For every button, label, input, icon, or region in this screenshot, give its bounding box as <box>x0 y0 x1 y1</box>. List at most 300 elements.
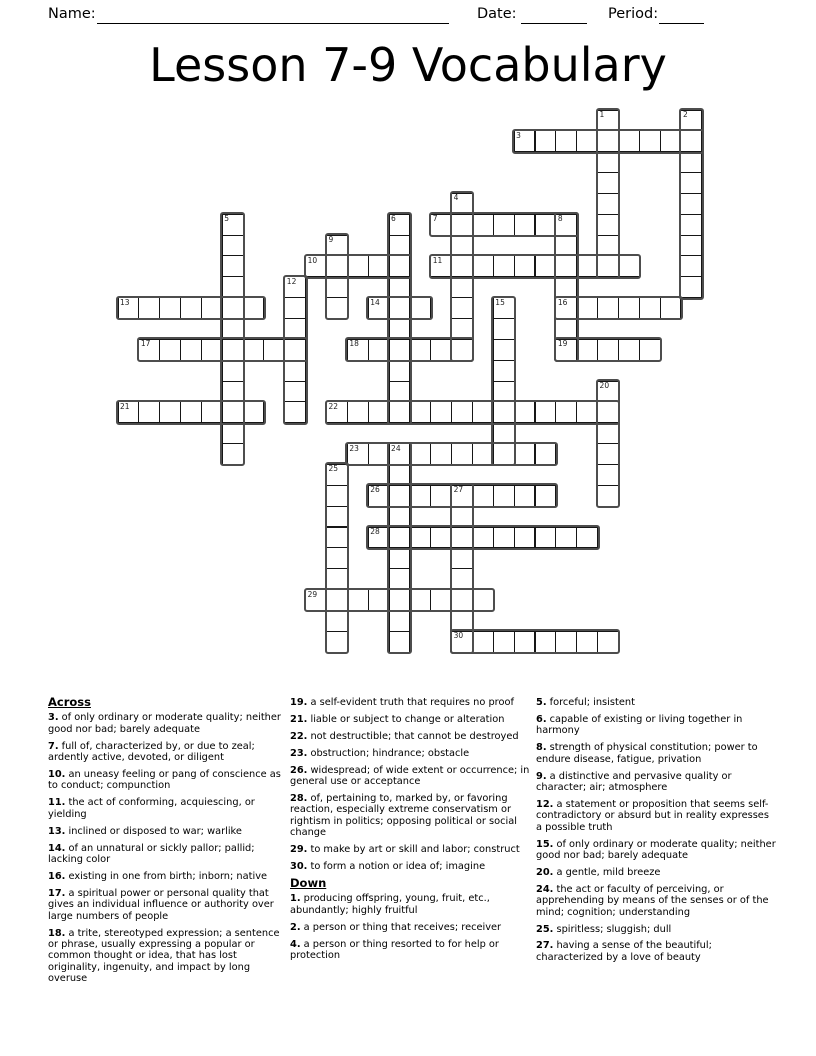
grid-cell <box>389 214 411 236</box>
clue-number: 29. <box>290 844 308 856</box>
grid-cell <box>222 255 244 277</box>
clue-list-heading: Down <box>290 875 327 890</box>
grid-cell <box>201 297 223 319</box>
grid-cell <box>597 255 619 277</box>
grid-cell <box>389 506 411 528</box>
grid-cell <box>347 339 369 361</box>
grid-cell <box>138 401 160 423</box>
grid-cell <box>660 130 682 152</box>
grid-cell <box>514 401 536 423</box>
grid-cell <box>326 255 348 277</box>
grid-cell <box>680 130 702 152</box>
grid-cell <box>243 297 265 319</box>
cell-number: 2 <box>682 110 688 119</box>
cell-number: 12 <box>286 276 297 286</box>
grid-cell <box>326 631 348 653</box>
grid-cell <box>576 255 598 277</box>
cell-number: 20 <box>599 381 610 391</box>
period-label: Period: <box>608 6 659 22</box>
clue-3: 3. of only ordinary or moderate quality; neither good nor bad; barely adequate <box>48 712 281 735</box>
grid-cell <box>118 401 140 423</box>
grid-cell <box>555 318 577 340</box>
grid-cell <box>535 130 557 152</box>
grid-cell <box>535 255 557 277</box>
grid-cell <box>326 485 348 507</box>
clue-number: 4. <box>290 938 301 950</box>
grid-cell <box>180 297 202 319</box>
grid-cell <box>389 255 411 277</box>
grid-cell <box>618 130 640 152</box>
clue-number: 1. <box>290 893 301 905</box>
grid-cell <box>389 631 411 653</box>
grid-cell <box>472 401 494 423</box>
grid-cell <box>430 255 452 277</box>
cell-number: 25 <box>328 464 339 474</box>
grid-cell <box>284 318 306 340</box>
clue-number: 23. <box>290 747 308 759</box>
clue-27: 27. having a sense of the beautiful; characterized by a love of beauty <box>536 940 712 963</box>
grid-cell <box>493 527 515 549</box>
grid-cell <box>451 631 473 653</box>
clue-2: 2. a person or thing that receives; receiver <box>290 921 502 933</box>
clue-15: 15. of only ordinary or moderate quality; neither good nor bad; barely adequate <box>536 838 776 861</box>
grid-cell <box>493 381 515 403</box>
clue-1: 1. producing offspring, young, fruit, etc., abundantly; highly fruitful <box>290 893 490 916</box>
grid-cell <box>493 485 515 507</box>
clue-number: 17. <box>48 887 66 899</box>
cell-number: 29 <box>307 589 318 599</box>
grid-cell <box>222 443 244 465</box>
grid-cell <box>305 589 327 611</box>
grid-cell <box>409 401 431 423</box>
grid-cell <box>389 547 411 569</box>
clue-number: 15. <box>536 838 554 850</box>
grid-cell <box>451 589 473 611</box>
grid-cell <box>389 527 411 549</box>
grid-cell <box>493 443 515 465</box>
cell-number: 1 <box>599 110 605 119</box>
grid-cell <box>222 339 244 361</box>
date-answer-line <box>521 8 587 24</box>
grid-cell <box>576 339 598 361</box>
grid-cell <box>576 631 598 653</box>
grid-cell <box>639 339 661 361</box>
grid-cell <box>430 485 452 507</box>
grid-cell <box>430 527 452 549</box>
grid-cell <box>222 381 244 403</box>
grid-cell <box>389 276 411 298</box>
grid-cell <box>493 297 515 319</box>
grid-cell <box>430 589 452 611</box>
grid-cell <box>597 214 619 236</box>
grid-cell <box>597 297 619 319</box>
cell-number: 18 <box>349 339 359 349</box>
clue-24: 24. the act or faculty of perceiving, or apprehending by means of the senses or of the mind; cognition; understanding <box>536 883 769 918</box>
cell-number: 3 <box>516 130 521 140</box>
grid-cell <box>326 297 348 319</box>
clue-number: 22. <box>290 730 308 742</box>
grid-cell <box>493 422 515 444</box>
grid-cell <box>535 401 557 423</box>
grid-cell <box>472 631 494 653</box>
cell-number: 22 <box>328 401 339 411</box>
grid-cell <box>576 401 598 423</box>
grid-cell <box>389 318 411 340</box>
grid-cell <box>535 527 557 549</box>
grid-cell <box>389 610 411 632</box>
grid-cell <box>597 110 619 132</box>
name-answer-line <box>97 8 449 24</box>
grid-cell <box>326 401 348 423</box>
grid-cell <box>201 401 223 423</box>
grid-cell <box>618 339 640 361</box>
grid-cell <box>222 401 244 423</box>
grid-cell <box>597 422 619 444</box>
grid-cell <box>535 214 557 236</box>
grid-cell <box>326 235 348 257</box>
cell-number: 15 <box>495 297 505 307</box>
grid-cell <box>639 297 661 319</box>
grid-cell <box>243 401 265 423</box>
cell-number: 26 <box>370 485 380 495</box>
grid-cell <box>680 151 702 173</box>
grid-cell <box>597 381 619 403</box>
grid-cell <box>389 464 411 486</box>
grid-cell <box>555 276 577 298</box>
grid-cell <box>680 276 702 298</box>
grid-cell <box>680 193 702 215</box>
grid-cell <box>263 339 285 361</box>
clue-number: 19. <box>290 697 308 708</box>
grid-cell <box>555 214 577 236</box>
grid-cell <box>451 610 473 632</box>
grid-cell <box>555 235 577 257</box>
clue-column-2 <box>290 697 532 967</box>
grid-cell <box>368 297 390 319</box>
grid-cell <box>680 214 702 236</box>
clue-number: 28. <box>290 792 308 804</box>
grid-cell <box>409 527 431 549</box>
grid-cell <box>430 443 452 465</box>
grid-cell <box>597 193 619 215</box>
grid-cell <box>430 339 452 361</box>
grid-cell <box>409 339 431 361</box>
clue-25: 25. spiritless; sluggish; dull <box>536 923 672 935</box>
grid-cell <box>576 527 598 549</box>
clue-13: 13. inclined or disposed to war; warlike <box>48 825 242 837</box>
cell-number: 7 <box>432 214 438 224</box>
cell-number: 13 <box>120 297 130 307</box>
grid-cell <box>389 360 411 382</box>
clue-column-3 <box>536 697 778 969</box>
crossword-grid <box>118 110 702 653</box>
grid-cell <box>368 339 390 361</box>
grid-cell <box>409 485 431 507</box>
grid-cell <box>472 443 494 465</box>
clue-number: 18. <box>48 927 66 939</box>
grid-cell <box>472 527 494 549</box>
grid-cell <box>284 401 306 423</box>
clue-column-1 <box>48 697 290 990</box>
grid-cell <box>326 276 348 298</box>
grid-cell <box>409 443 431 465</box>
grid-cell <box>347 443 369 465</box>
grid-cell <box>451 318 473 340</box>
grid-cell <box>451 276 473 298</box>
grid-cell <box>555 527 577 549</box>
grid-cell <box>597 151 619 173</box>
clue-4: 4. a person or thing resorted to for help or protection <box>290 938 499 961</box>
grid-cell <box>597 235 619 257</box>
grid-cell <box>451 401 473 423</box>
cell-number: 30 <box>453 631 464 641</box>
clue-18: 18. a trite, stereotyped expression; a sentence or phrase, usually expressing a popular or common thought or idea, that has lost originality, ingenuity, and impact by long overuse <box>48 927 280 985</box>
grid-cell <box>222 297 244 319</box>
period-answer-line <box>659 8 704 24</box>
grid-cell <box>409 589 431 611</box>
grid-cell <box>618 255 640 277</box>
clue-16: 16. existing in one from birth; inborn; native <box>48 870 268 882</box>
grid-cell <box>368 443 390 465</box>
date-label: Date: <box>477 6 517 22</box>
grid-cell <box>535 485 557 507</box>
grid-cell <box>430 401 452 423</box>
grid-cell <box>514 485 536 507</box>
grid-cell <box>222 276 244 298</box>
grid-cell <box>493 214 515 236</box>
grid-cell <box>451 297 473 319</box>
clue-number: 3. <box>48 712 59 724</box>
cell-number: 8 <box>557 214 563 224</box>
grid-cell <box>138 297 160 319</box>
grid-cell <box>597 339 619 361</box>
grid-cell <box>555 631 577 653</box>
clue-number: 2. <box>290 921 301 933</box>
clue-number: 27. <box>536 940 554 952</box>
grid-cell <box>389 381 411 403</box>
grid-cell <box>222 235 244 257</box>
grid-cell <box>493 318 515 340</box>
cell-number: 10 <box>307 255 318 265</box>
grid-cell <box>514 443 536 465</box>
clue-number: 12. <box>536 798 554 810</box>
grid-cell <box>368 589 390 611</box>
grid-cell <box>680 235 702 257</box>
grid-cell <box>597 631 619 653</box>
grid-cell <box>451 214 473 236</box>
grid-cell <box>243 339 265 361</box>
grid-cell <box>451 443 473 465</box>
grid-cell <box>159 401 181 423</box>
grid-cell <box>326 547 348 569</box>
clue-11: 11. the act of conforming, acquiescing, or yielding <box>48 797 255 820</box>
grid-cell <box>430 214 452 236</box>
grid-cell <box>347 255 369 277</box>
grid-cell <box>451 485 473 507</box>
clue-number: 21. <box>290 713 308 725</box>
clue-number: 14. <box>48 842 66 854</box>
clue-9: 9. a distinctive and pervasive quality or character; air; atmosphere <box>536 770 732 793</box>
grid-cell <box>639 130 661 152</box>
grid-cell <box>284 276 306 298</box>
grid-cell <box>389 568 411 590</box>
grid-cell <box>389 443 411 465</box>
cell-number: 9 <box>328 235 334 245</box>
cell-number: 27 <box>453 485 464 495</box>
clue-number: 10. <box>48 769 66 781</box>
cell-number: 19 <box>557 339 568 349</box>
grid-cell <box>284 381 306 403</box>
grid-cell <box>493 631 515 653</box>
grid-cell <box>305 255 327 277</box>
grid-cell <box>159 339 181 361</box>
grid-cell <box>514 527 536 549</box>
grid-cell <box>284 360 306 382</box>
clue-number: 16. <box>48 870 66 882</box>
grid-cell <box>472 589 494 611</box>
grid-cell <box>222 214 244 236</box>
clue-30: 30. to form a notion or idea of; imagine <box>290 860 486 872</box>
clue-22: 22. not destructible; that cannot be destroyed <box>290 730 519 742</box>
clue-23: 23. obstruction; hindrance; obstacle <box>290 747 470 759</box>
grid-cell <box>555 401 577 423</box>
clue-number: 6. <box>536 713 547 725</box>
grid-cell <box>326 527 348 549</box>
clue-number: 7. <box>48 740 59 752</box>
clue-21: 21. liable or subject to change or alteration <box>290 713 505 725</box>
grid-cell <box>618 297 640 319</box>
clue-6: 6. capable of existing or living together in harmony <box>536 713 743 737</box>
grid-cell <box>680 255 702 277</box>
grid-cell <box>597 443 619 465</box>
clue-14: 14. of an unnatural or sickly pallor; pallid; lacking color <box>48 842 255 865</box>
grid-cell <box>660 297 682 319</box>
grid-cell <box>389 235 411 257</box>
grid-cell <box>326 610 348 632</box>
grid-cell <box>118 297 140 319</box>
grid-cell <box>451 193 473 215</box>
grid-cell <box>138 339 160 361</box>
grid-cell <box>368 527 390 549</box>
grid-cell <box>493 360 515 382</box>
grid-cell <box>451 339 473 361</box>
cell-number: 5 <box>224 214 230 224</box>
grid-cell <box>326 568 348 590</box>
clue-number: 24. <box>536 883 554 895</box>
clue-17: 17. a spiritual power or personal quality that gives an individual influence or authority over large numbers of people <box>48 887 274 922</box>
clue-20: 20. a gentle, mild breeze <box>536 866 661 878</box>
grid-cell <box>326 464 348 486</box>
grid-cell <box>159 297 181 319</box>
name-label: Name: <box>48 6 96 22</box>
grid-cell <box>576 297 598 319</box>
grid-cell <box>597 485 619 507</box>
grid-cell <box>326 589 348 611</box>
clue-number: 5. <box>536 697 547 708</box>
grid-cell <box>389 339 411 361</box>
clue-number: 11. <box>48 797 66 809</box>
grid-cell <box>451 527 473 549</box>
clue-10: 10. an uneasy feeling or pang of conscience as to conduct; compunction <box>48 769 281 792</box>
cell-number: 23 <box>349 443 359 453</box>
cell-number: 16 <box>557 297 568 307</box>
clue-7: 7. full of, characterized by, or due to zeal; ardently active, devoted, or diligent <box>48 740 255 764</box>
grid-cell <box>493 255 515 277</box>
grid-cell <box>222 422 244 444</box>
grid-cell <box>368 255 390 277</box>
grid-cell <box>535 443 557 465</box>
clue-number: 26. <box>290 764 308 776</box>
grid-cell <box>180 401 202 423</box>
page-title: Lesson 7-9 Vocabulary <box>149 38 667 92</box>
clue-19: 19. a self-evident truth that requires no proof <box>290 697 514 708</box>
clue-number: 30. <box>290 860 308 872</box>
grid-cell <box>514 631 536 653</box>
grid-cell <box>597 172 619 194</box>
grid-cell <box>472 485 494 507</box>
cell-number: 11 <box>432 255 443 265</box>
grid-cell <box>368 401 390 423</box>
grid-cell <box>493 401 515 423</box>
grid-cell <box>451 255 473 277</box>
grid-cell <box>368 485 390 507</box>
grid-cell <box>493 339 515 361</box>
grid-cell <box>576 130 598 152</box>
clue-list-heading: Across <box>48 695 91 709</box>
grid-cell <box>680 172 702 194</box>
grid-cell <box>514 214 536 236</box>
grid-cell <box>472 214 494 236</box>
grid-cell <box>347 589 369 611</box>
cell-number: 21 <box>120 401 130 411</box>
clue-29: 29. to make by art or skill and labor; construct <box>290 844 520 856</box>
grid-cell <box>555 130 577 152</box>
grid-cell <box>284 339 306 361</box>
cell-number: 17 <box>140 339 151 349</box>
clue-8: 8. strength of physical constitution; power to endure disease, fatigue, privation <box>536 742 758 765</box>
grid-cell <box>409 297 431 319</box>
grid-cell <box>472 255 494 277</box>
grid-cell <box>514 255 536 277</box>
grid-cell <box>222 318 244 340</box>
clue-number: 25. <box>536 923 554 935</box>
grid-cell <box>451 568 473 590</box>
clue-number: 20. <box>536 866 554 878</box>
grid-cell <box>555 255 577 277</box>
cell-number: 4 <box>453 193 459 203</box>
grid-cell <box>451 235 473 257</box>
cell-number: 14 <box>370 297 380 307</box>
clue-28: 28. of, pertaining to, marked by, or favoring reaction, especially extreme conservatism or rightism in politics; opposing political or social change <box>290 792 517 839</box>
clue-number: 9. <box>536 770 547 782</box>
grid-cell <box>535 631 557 653</box>
grid-cell <box>201 339 223 361</box>
cell-number: 6 <box>391 214 396 224</box>
clue-5: 5. forceful; insistent <box>536 697 635 708</box>
grid-cell <box>597 464 619 486</box>
grid-cell <box>180 339 202 361</box>
grid-cell <box>284 297 306 319</box>
grid-cell <box>347 401 369 423</box>
grid-cell <box>389 401 411 423</box>
grid-cell <box>389 589 411 611</box>
grid-cell <box>451 506 473 528</box>
grid-cell <box>451 547 473 569</box>
grid-cell <box>680 110 702 132</box>
clue-26: 26. widespread; of wide extent or occurrence; in general use or acceptance <box>290 764 530 788</box>
grid-cell <box>326 506 348 528</box>
grid-cell <box>389 485 411 507</box>
